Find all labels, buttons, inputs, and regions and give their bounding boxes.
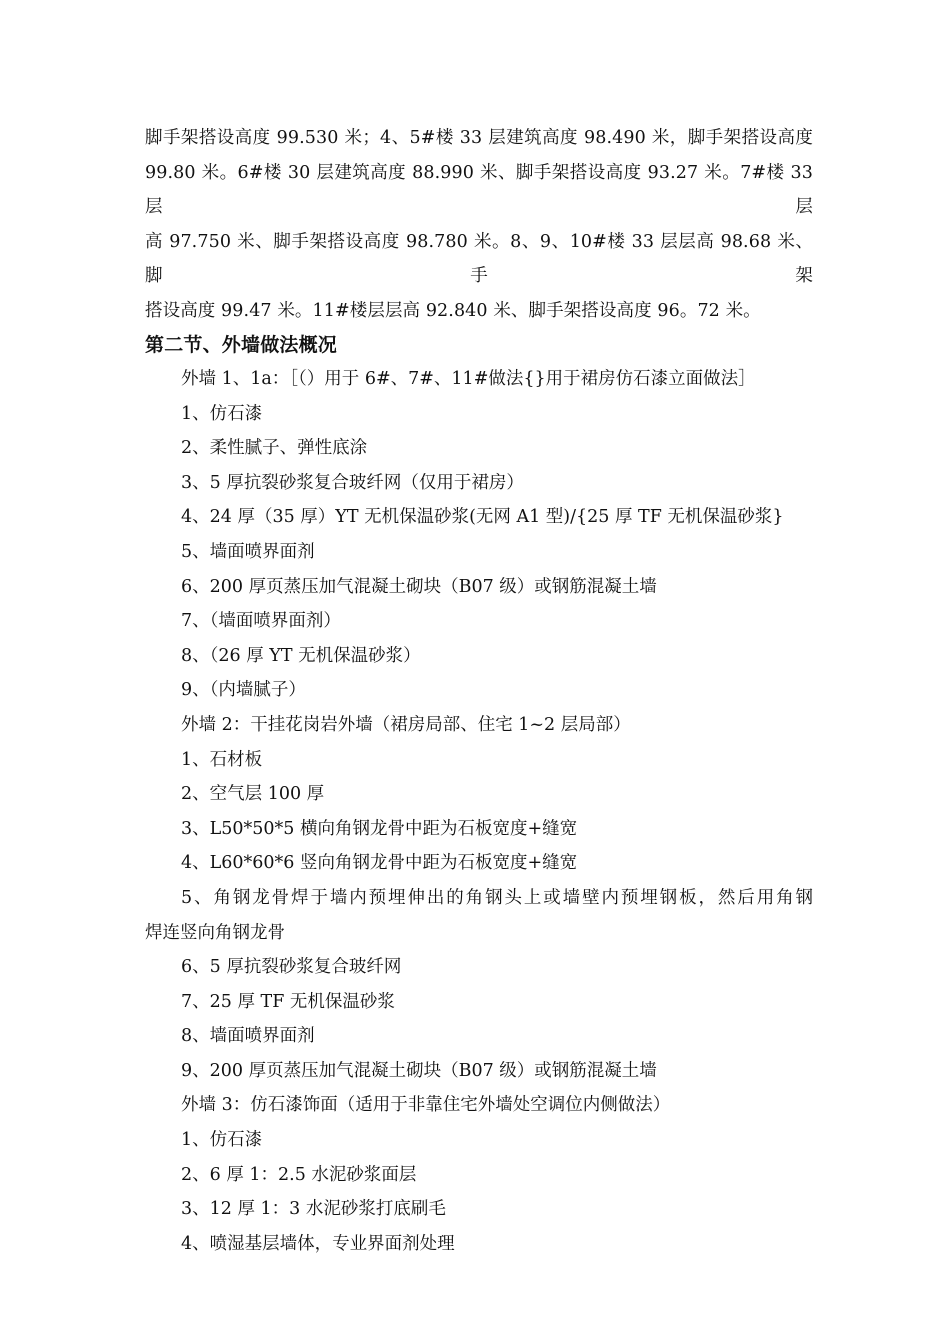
list-item: 6、200 厚页蒸压加气混凝土砌块（B07 级）或钢筋混凝土墙 [181,576,657,597]
list-item: 6、5 厚抗裂砂浆复合玻纤网 [181,957,402,978]
list-item: 8、墙面喷界面剂 [181,1026,315,1047]
list-item: 1、仿石漆 [181,403,263,424]
list-item: 3、5 厚抗裂砂浆复合玻纤网（仅用于裙房） [181,472,524,493]
intro-line: 高 97.750 米、脚手架搭设高度 98.780 米。8、9、10#楼 33 层层高 98.68 米、脚手架 [145,231,813,286]
list-item: 9、（内墙腻子） [181,680,306,701]
intro-paragraph [145,121,813,328]
list-item: 2、空气层 100 厚 [181,784,325,805]
wall2-block [145,708,813,1089]
list-item: 5、墙面喷界面剂 [181,541,315,562]
intro-line: 99.80 米。6#楼 30 层建筑高度 88.990 米、脚手架搭设高度 93.27 米。7#楼 33 层层 [145,162,813,217]
wall3-title: 外墙 3：仿石漆饰面（适用于非靠住宅外墙处空调位内侧做法） [181,1095,671,1116]
wall2-title: 外墙 2：干挂花岗岩外墙（裙房局部、住宅 1~2 层局部） [181,714,631,735]
list-item: 3、L50*50*5 横向角钢龙骨中距为石板宽度+缝宽 [181,818,578,839]
list-item: 3、12 厚 1：3 水泥砂浆打底刷毛 [181,1199,446,1220]
document-body [145,121,813,1261]
section-heading: 第二节、外墙做法概况 [145,334,338,356]
list-item: 9、200 厚页蒸压加气混凝土砌块（B07 级）或钢筋混凝土墙 [181,1060,657,1081]
list-item: 4、24 厚（35 厚）YT 无机保温砂浆(无网 A1 型)/{25 厚 TF 无机保温砂浆} [181,507,784,528]
list-item: 4、L60*60*6 竖向角钢龙骨中距为石板宽度+缝宽 [181,853,578,874]
list-item: 1、石材板 [181,749,263,770]
list-item: 2、柔性腻子、弹性底涂 [181,438,368,459]
list-item: 1、仿石漆 [181,1130,263,1151]
wall1-title: 外墙 1、1a：［（）用于 6#、7#、11#做法{}用于裙房仿石漆立面做法］ [181,369,756,389]
wall3-block [145,1088,813,1261]
list-item-wrapped-continuation: 焊连竖向角钢龙骨 [145,922,285,943]
list-item-wrapped-first: 5、角钢龙骨焊于墙内预埋伸出的角钢头上或墙壁内预埋钢板，然后用角钢 [181,887,813,908]
list-item: 7、（墙面喷界面剂） [181,611,341,632]
list-item: 4、喷湿基层墙体，专业界面剂处理 [181,1233,455,1254]
wall1-block [145,362,813,708]
list-item: 8、（26 厚 YT 无机保温砂浆） [181,645,421,666]
intro-line: 脚手架搭设高度 99.530 米；4、5#楼 33 层建筑高度 98.490 米，脚手架搭设高度 [145,128,813,148]
list-item: 7、25 厚 TF 无机保温砂浆 [181,991,395,1012]
list-item: 2、6 厚 1：2.5 水泥砂浆面层 [181,1164,417,1185]
intro-line: 搭设高度 99.47 米。11#楼层层高 92.840 米、脚手架搭设高度 96。72 米。 [145,300,761,321]
